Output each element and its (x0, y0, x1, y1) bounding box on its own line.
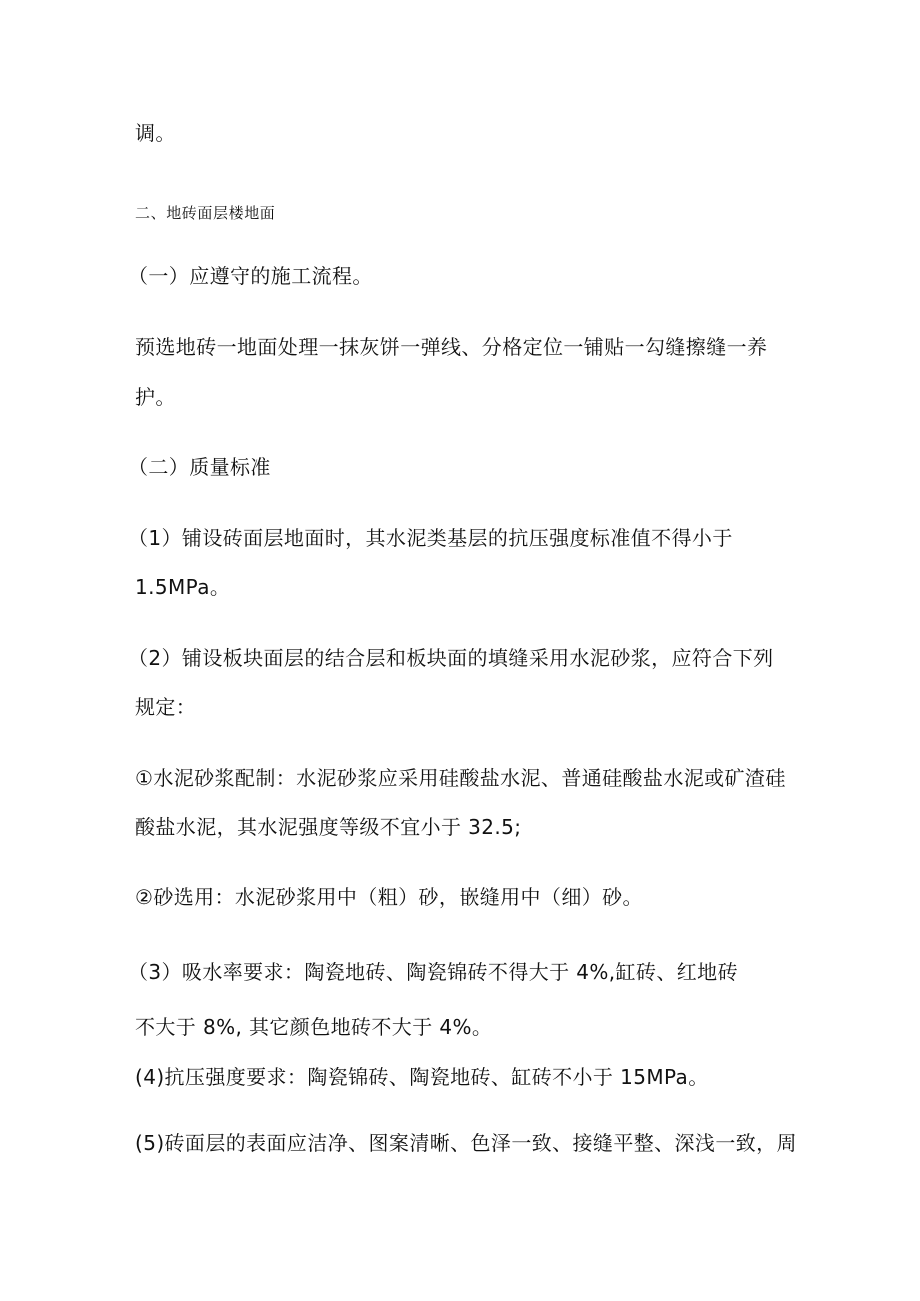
subheading-1: （一）应遵守的施工流程。 (128, 264, 373, 288)
list-item-4: (4)抗压强度要求：陶瓷锦砖、陶瓷地砖、缸砖不小于 15MPa。 (135, 1065, 709, 1089)
paragraph-line: 预选地砖一地面处理一抹灰饼一弹线、分格定位一铺贴一勾缝擦缝一养 (135, 335, 768, 359)
list-item-3-cont: 不大于 8%, 其它颜色地砖不大于 4%。 (135, 1015, 493, 1039)
sub-item-1-cont: 酸盐水泥，其水泥强度等级不宜小于 32.5; (135, 815, 522, 839)
list-item-2: （2）铺设板块面层的结合层和板块面的填缝采用水泥砂浆，应符合下列 (128, 646, 774, 670)
list-item-1: （1）铺设砖面层地面时，其水泥类基层的抗压强度标准值不得小于 (128, 526, 733, 550)
paragraph-line: 护。 (135, 385, 176, 409)
list-item-1-cont: 1.5MPa。 (135, 575, 231, 599)
sub-item-1: ①水泥砂浆配制：水泥砂浆应采用硅酸盐水泥、普通硅酸盐水泥或矿渣硅 (135, 766, 786, 790)
subheading-2: （二）质量标准 (128, 455, 271, 479)
list-item-5: (5)砖面层的表面应洁净、图案清晰、色泽一致、接缝平整、深浅一致，周 (135, 1131, 797, 1155)
list-item-2-cont: 规定： (135, 695, 197, 719)
section-heading-2: 二、地砖面层楼地面 (135, 204, 276, 222)
list-item-3: （3）吸水率要求：陶瓷地砖、陶瓷锦砖不得大于 4%,缸砖、红地砖 (128, 960, 738, 984)
text-line-continuation: 调。 (135, 121, 176, 145)
sub-item-2: ②砂选用：水泥砂浆用中（粗）砂，嵌缝用中（细）砂。 (135, 885, 643, 909)
